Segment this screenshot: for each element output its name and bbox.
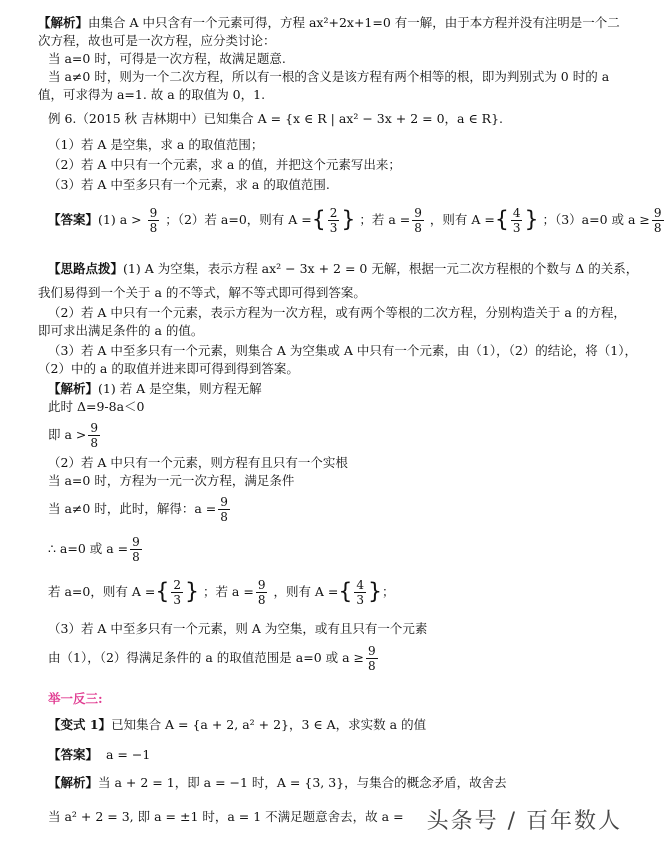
hint-line-2: 我们易得到一个关于 a 的不等式，解不等式即可得到答案。 (38, 285, 366, 300)
solution-conclusion: 由（1），（2）得满足条件的 a 的取值范围是 a=0 或 a ≥ $\frac{9}{8}$ (48, 644, 376, 673)
analysis-line-4: 当 a≠0 时，则为一个二次方程，所以有一根的含义是该方程有两个相等的根，即为判别式为 0 时的 a (48, 69, 610, 84)
analysis-line-1: 【解析】由集合 A 中只含有一个元素可得，方程 ax²+2x+1=0 有一解，由于本方程并没有注明是一个二 (38, 15, 620, 30)
question-3: （3）若 A 中至多只有一个元素，求 a 的取值范围. (48, 177, 330, 192)
watermark: 头条号 / 百年数人 (426, 809, 622, 834)
question-1: （1）若 A 是空集，求 a 的取值范围； (48, 137, 264, 152)
analysis-line-3: 当 a=0 时，可得是一次方程，故满足题意. (48, 51, 286, 66)
variant-1: 【变式 1】已知集合 A = {a + 2, a² + 2}，3 ∈ A，求实数 a 的值 (48, 717, 427, 732)
solution-sets: 若 a=0，则有 A ={ $\frac{2}{3}$ } ；若 a = $\frac{9}{8}$ ，则有 A ={ $\frac{4}{3}$ }； (48, 578, 395, 607)
analysis-line-2: 次方程，故也可是一次方程，应分类讨论： (38, 33, 276, 48)
solution-a0: 当 a=0 时，方程为一元一次方程，满足条件 (48, 473, 295, 488)
example-6-title: 例 6.（2015 秋 吉林期中）已知集合 A = {x ∈ R | ax² − 3x + 2 = 0，a ∈ R}. (48, 111, 504, 126)
hint-line-4: 即可求出满足条件的 a 的值。 (38, 323, 204, 338)
solution-title: 【解析】(1) 若 A 是空集，则方程无解 (48, 381, 262, 396)
solution-range: 即 a > $\frac{9}{8}$ (48, 421, 99, 450)
solution-part-2: （2）若 A 中只有一个元素，则方程有且只有一个实根 (48, 455, 348, 470)
solution-delta: 此时 Δ=9-8a＜0 (48, 399, 145, 414)
hint-line-6: （2）中的 a 的取值并进来即可得到得到答案。 (38, 361, 299, 376)
practice-heading: 举一反三: (48, 691, 103, 706)
solution-part-3: （3）若 A 中至多只有一个元素，则 A 为空集，或有且只有一个元素 (48, 621, 428, 636)
answer-line: 【答案】(1) a > $\frac{9}{8}$ ；（2）若 a=0，则有 A ={ $\frac{2}{3}$ } ；若 a = $\frac{9}{8}$ ，则有 A ={ $\frac{4}{3}$ } ；（3）a=0 或 a ≥ $\frac{9}{8}$ (48, 206, 662, 235)
variant-1-answer: 【答案】 a = −1 (48, 747, 151, 762)
solution-therefore: ∴ a=0 或 a = $\frac{9}{8}$ (48, 535, 140, 564)
variant-1-analysis: 【解析】当 a + 2 = 1，即 a = −1 时，A = {3, 3}，与集合的概念矛盾，故舍去 (48, 775, 507, 790)
question-2: （2）若 A 中只有一个元素，求 a 的值，并把这个元素写出来； (48, 157, 401, 172)
solution-a-nonzero: 当 a≠0 时，此时，解得：a = $\frac{9}{8}$ (48, 495, 228, 524)
variant-1-last-line: 当 a² + 2 = 3, 即 a = ±1 时，a = 1 不满足题意舍去，故 a = (48, 809, 404, 824)
hint-line-5: （3）若 A 中至多只有一个元素，则集合 A 为空集或 A 中只有一个元素，由（1），（2）的结论，将（1）， (48, 343, 637, 358)
hint-line-3: （2）若 A 中只有一个元素，表示方程为一次方程，或有两个等根的二次方程，分别构造关于 a 的方程， (48, 305, 626, 320)
hint-line-1: 【思路点拨】(1) A 为空集，表示方程 ax² − 3x + 2 = 0 无解，根据一元二次方程根的个数与 Δ 的关系， (48, 261, 639, 276)
analysis-line-5: 值，可求得为 a=1. 故 a 的取值为 0，1. (38, 87, 266, 102)
